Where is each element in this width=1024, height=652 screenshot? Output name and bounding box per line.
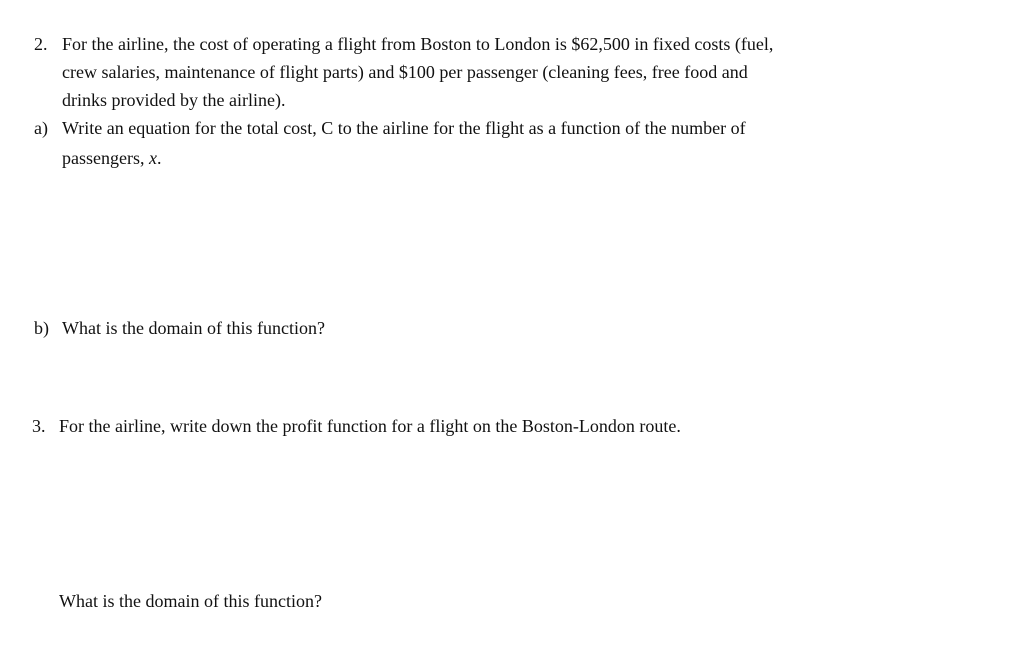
variable-x: x [148, 148, 157, 168]
question-2a-line-2 [62, 144, 746, 172]
question-3-text: For the airline, write down the profit function for a flight on the Boston-London route. [59, 416, 681, 436]
question-2a-label: a) [34, 118, 48, 138]
question-2a-line-1: Write an equation for the total cost, C to the airline for the flight as a function of the number of [62, 118, 746, 138]
question-2a-text [62, 114, 746, 172]
question-2a-line-2-prefix: passengers, [62, 148, 149, 168]
question-2-number: 2. [34, 34, 48, 54]
question-3-followup-text: What is the domain of this function? [59, 591, 322, 611]
question-2b-text: What is the domain of this function? [62, 318, 325, 338]
question-2-line-2: crew salaries, maintenance of flight parts) and $100 per passenger (cleaning fees, free food and [62, 62, 748, 82]
question-2b-label: b) [34, 318, 49, 338]
question-2-line-1: For the airline, the cost of operating a flight from Boston to London is $62,500 in fixed costs (fuel, [62, 34, 774, 54]
question-2a-line-2-suffix: . [156, 148, 162, 168]
question-2-line-3: drinks provided by the airline). [62, 90, 286, 110]
question-3-number: 3. [32, 416, 46, 436]
question-2-text [62, 30, 773, 114]
